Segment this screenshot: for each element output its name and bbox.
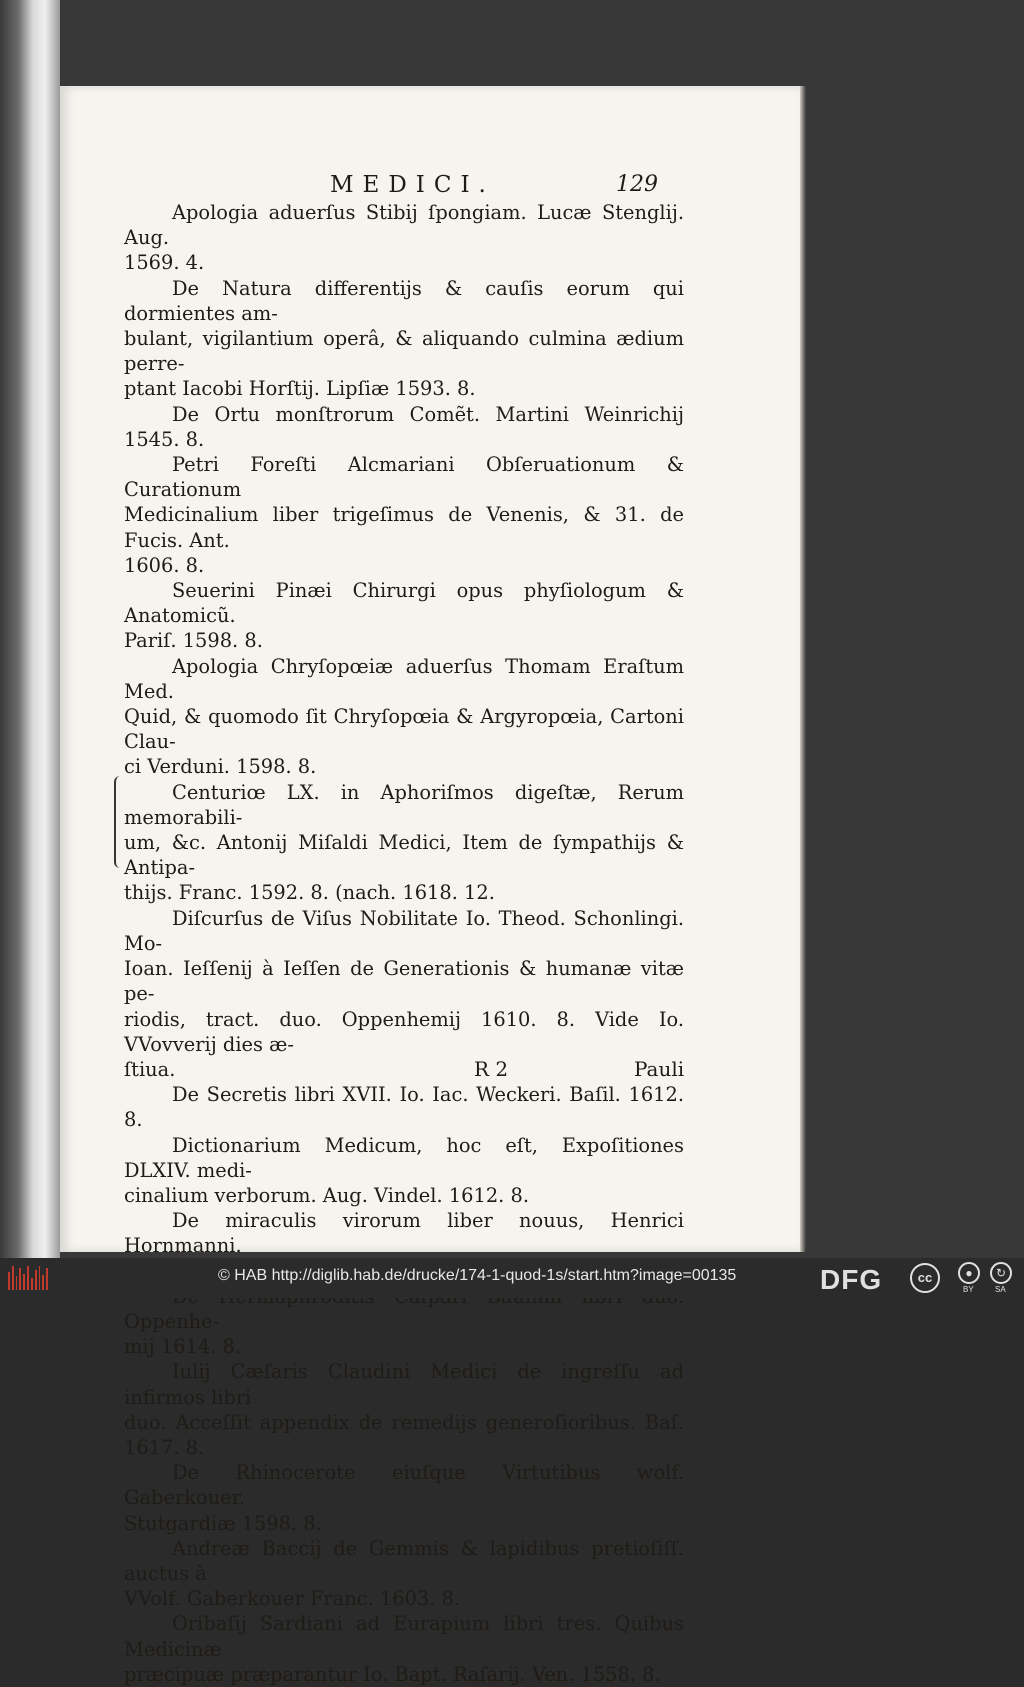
bibliography-entry [124, 1460, 684, 1536]
page-number: 129 [616, 172, 658, 197]
bibliography-entry [124, 780, 684, 906]
entry-line: VVolf. Gaberkouer Franc. 1603. 8. [124, 1587, 461, 1611]
entry-line: riodis, tract. duo. Oppenhemij 1610. 8. Vide Io. VVovverij dies æ- [124, 1007, 684, 1056]
entry-line: Petri Foreſti Alcmariani Obſeruationum & Curationum [124, 453, 684, 502]
entry-line: 1606. 8. [124, 553, 205, 577]
bibliography-entry [124, 402, 684, 452]
entry-line: ptant Iacobi Horſtij. Lipſiæ 1593. 8. [124, 377, 476, 401]
bibliography-entry [124, 276, 684, 402]
entry-line: Stutgardiæ 1598. 8. [124, 1511, 322, 1535]
entry-line: Apologia Chryſopœiæ aduerſus Thomam Eraſtum Med. [124, 654, 684, 703]
entry-line: Dictionarium Medicum, hoc eſt, Expoſitiones DLXIV. medi- [124, 1133, 684, 1182]
entry-line: De Ortu monſtrorum Comẽt. Martini Weinrichij 1545. 8. [124, 402, 684, 451]
source-link[interactable]: © HAB http://diglib.hab.de/drucke/174-1-quod-1s/start.htm?image=00135 [218, 1267, 737, 1284]
cc-license-icon[interactable]: cc [910, 1263, 940, 1293]
entry-line: De Natura differentijs & cauſis eorum qui dormientes am- [124, 276, 684, 325]
entry-line: ſtiua. [124, 1057, 176, 1081]
bibliography-entry [124, 578, 684, 654]
entry-line: Diſcurſus de Viſus Nobilitate Io. Theod. Schonlingi. Mo- [124, 906, 684, 955]
entry-line: Iulij Cæſaris Claudini Medici de ingreſſu ad infirmos libri [124, 1360, 684, 1409]
entry-line: Oppenhe- [124, 1309, 220, 1333]
dfg-logo: DFG [820, 1264, 883, 1295]
entry-line: bulant, vigilantium operâ, & aliquando culmina ædium perre- [124, 327, 684, 376]
by-attribution-icon: ● [958, 1262, 980, 1284]
entry-line: ci Verduni. 1598. 8. [124, 755, 317, 779]
entry-line: De miraculis virorum liber nouus, Henrici Hornmanni. [124, 1209, 684, 1258]
entry-line: Quid, & quomodo ſit Chryſopœia & Argyropœia, Cartoni Clau- [124, 705, 684, 754]
handwritten-bracket [114, 776, 124, 868]
bibliography-entry [124, 1611, 684, 1687]
entry-line: Oribaſij Sardiani ad Eurapium libri tres. Quibus Medicinæ [124, 1612, 684, 1661]
entry-line: præcipuæ præparantur Io. Bapt. Raſarij. Ven. 1558. 8. [124, 1662, 661, 1686]
catchword: Pauli [634, 1057, 685, 1081]
entry-line: 1569. 4. [124, 251, 205, 275]
entry-line: thijs. Franc. 1592. 8. (nach. 1618. 12. [124, 881, 495, 905]
signature-mark: R 2 [474, 1057, 509, 1081]
left-book-edge [0, 0, 60, 1258]
bibliography-entry [124, 1536, 684, 1612]
bibliography-entry [124, 1359, 684, 1460]
entry-line: De Rhinocerote eiuſque Virtutibus wolf. Gaberkouer. [124, 1461, 684, 1510]
entry-line: Ioan. Ieſſenij à Ieſſen de Generationis & humanæ vitæ pe- [124, 957, 684, 1006]
entry-line: Medicinalium liber trigeſimus de Venenis, & 31. de Fucis. Ant. [124, 503, 684, 552]
by-label: BY [963, 1285, 974, 1294]
sa-label: SA [995, 1285, 1006, 1294]
entry-line: Pariſ. 1598. 8. [124, 629, 263, 653]
running-head: MEDICI. [330, 172, 495, 198]
footer-bar [0, 1258, 1024, 1298]
bibliography-entries [124, 200, 684, 1687]
entry-line: mij 1614. 8. [124, 1335, 241, 1359]
entry-line: Seuerini Pinæi Chirurgi opus phyſiologum & Anatomicũ. [124, 579, 684, 628]
entry-line: Centuriœ LX. in Aphoriſmos digeſtæ, Rerum memorabili- [124, 780, 684, 829]
bibliography-entry [124, 200, 684, 276]
entry-line: Apologia aduerſus Stibij ſpongiam. Lucæ Stenglij. Aug. [124, 201, 684, 250]
bibliography-entry [124, 906, 684, 1082]
page-edge-shadow [800, 86, 806, 1252]
entry-line: duo. Acceſſit appendix de remedijs generoſioribus. Baſ. 1617. 8. [124, 1410, 684, 1459]
bibliography-entry [124, 1133, 684, 1209]
entry-line: cinalium verborum. Aug. Vindel. 1612. 8. [124, 1183, 529, 1207]
entry-line: Andreæ Baccij de Gemmis & lapidibus pretioſiſſ. auctus à [124, 1536, 684, 1585]
bibliography-entry [124, 452, 684, 578]
entry-line: De Secretis libri XVII. Io. Iac. Weckeri. Baſil. 1612. 8. [124, 1083, 684, 1132]
bibliography-entry [124, 654, 684, 780]
hab-logo-icon [8, 1266, 48, 1290]
bibliography-entry [124, 1082, 684, 1132]
sa-sharealike-icon: ↻ [990, 1262, 1012, 1284]
entry-line: um, &c. Antonij Miſaldi Medici, Item de ſympathijs & Antipa- [124, 831, 684, 880]
